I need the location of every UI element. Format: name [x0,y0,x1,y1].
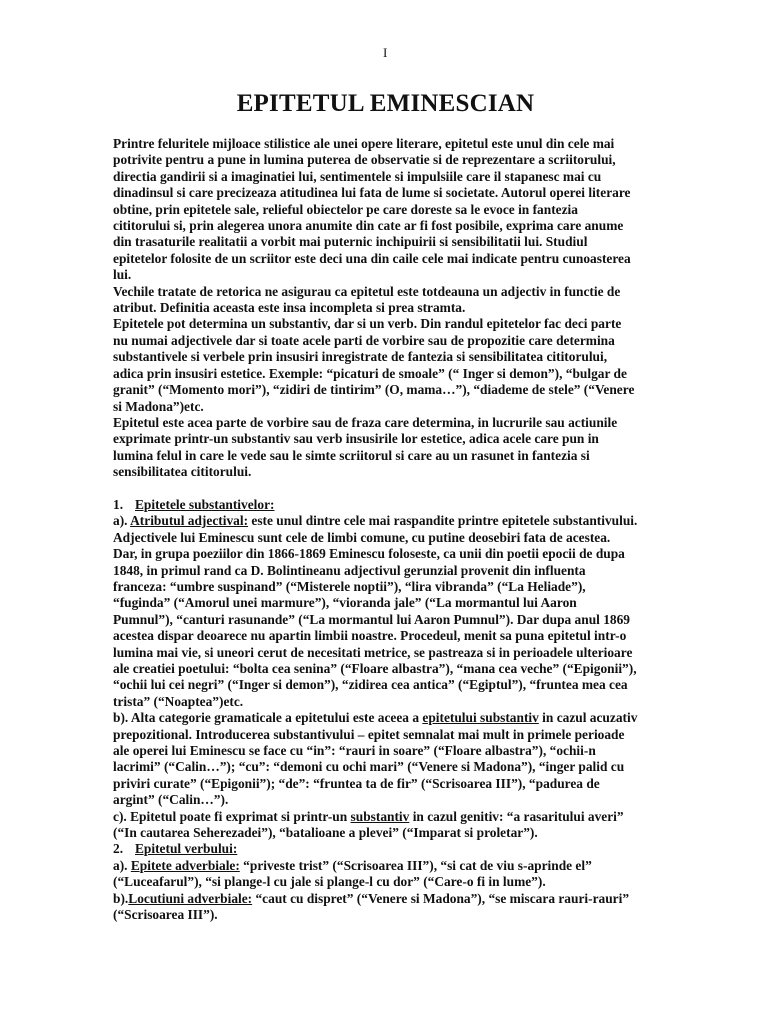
section-number: 1. [113,496,124,512]
text-line: lumina felul in care le vede sau le simte scriitorul si care au un rasunet in fantezia si [113,447,590,463]
text-line: lacrimi” (“Calin…”); “cu”: “demoni cu ochi mari” (“Venere si Madona”), “inger palid cu [113,759,625,775]
paragraph-intro [113,136,658,284]
text-line: 1848, in primul rand ca D. Bolintineanu adjectivul gerunzial provenit din influenta [113,562,586,578]
text-line: “fuginda” (“Amorul unei marmure”), “vioranda jale” (“La mormantul lui Aaron [113,595,577,611]
text-line: Dar, in grupa poeziilor din 1866-1869 Eminescu foloseste, ca unii din poetii epocii de dupa [113,546,625,562]
text-fragment: “priveste trist” (“Scrisoarea III”), “si cat de viu s-aprinde el” [239,857,592,873]
term-underlined: Locutiuni adverbiale: [128,890,253,906]
text-line: acestea dispar deoarece nu apartin limbii noastre. Procedeul, menit sa puna epitetul intr-o [113,628,627,644]
text-line: dinadinsul si care precizeaza atitudinea lui fata de lume si societate. Autorul operei literare [113,185,631,201]
page-title: EPITETUL EMINESCIAN [236,90,535,117]
text-line: substantivele si verbele prin insusiri inregistrate de fantezia si sensibilitatea cititorului, [113,349,608,365]
item-label: b). [113,890,129,906]
text-line: prepozitional. Introducerea substantivului – epitet semnalat mai mult in primele perioade [113,726,625,742]
text-line [113,513,658,529]
text-line [113,858,658,874]
page-number: I [383,45,388,60]
text-fragment: b). Alta categorie gramaticale a epitetului este aceea a [113,710,423,726]
text-line: Pumnul”), “canturi rasunande” (“La mormantul lui Aaron Pumnul”). Dar dupa anul 1869 [113,611,630,627]
text-line: lui. [113,267,132,283]
text-line: Epitetele pot determina un substantiv, dar si un verb. Din randul epitetelor fac deci parte [113,316,622,332]
text-line: Adjectivele lui Eminescu sunt cele de limbi comune, cu putine deosebiri fata de acestea. [113,529,611,545]
text-line: (“Luceafarul”), “si plange-l cu jale si plange-l cu dor” (“Care-o fi in lume”). [113,874,546,890]
term-underlined: Atributul adjectival: [130,513,249,529]
text-line [113,809,658,825]
text-line: priviri curate” (“Epigonii”); “de”: “fruntea ta de fir” (“Scrisoarea III”), “padurea de [113,775,600,791]
text-fragment: c). Epitetul poate fi exprimat si printr-un [113,808,351,824]
text-line [113,891,658,907]
text-fragment: este unul dintre cele mai raspandite printre epitetele substantivului. [248,513,638,529]
text-line: Epitetul este acea parte de vorbire sau de fraza care determina, in lucrurile sau actiunile [113,414,618,430]
text-line: granit” (“Momento mori”), “zidiri de tintirim” (O, mama…”), “diademe de stele” (“Venere [113,382,635,398]
text-line: potrivite pentru a pune in lumina puterea de observatie si de reprezentare a scriitorului, [113,152,616,168]
text-line: ale creatiei poetului: “bolta cea senina” (“Floare albastra”), “mana cea veche” (“Epigonii”), [113,660,637,676]
section-heading: Epitetul verbului: [135,841,238,857]
text-line: (“Scrisoarea III”). [113,907,218,923]
text-line: din trasaturile realitatii a vorbit mai puternic inchipuirii si sensibilitatii lui. Studiul [113,234,588,250]
paragraph-gap [113,481,658,497]
document-body [113,136,658,923]
text-line: Vechile tratate de retorica ne asigurau ca epitetul este totdeauna un adjectiv in functie de [113,283,621,299]
text-line: argint” (“Calin…”). [113,792,229,808]
text-line: trista” (“Noaptea”)etc. [113,693,244,709]
text-line: si Madona”)etc. [113,398,204,414]
text-line: lumina mai vie, si uneori cerut de necesitati metrice, se pastreaza si in perioadele ulterioare [113,644,633,660]
section-heading-line [113,497,658,513]
text-line: sensibilitatea cititorului. [113,464,252,480]
text-line: (“In cautarea Seherezadei”), “batalioane a plevei” (“Imparat si proletar”). [113,825,538,841]
text-line: “ochii lui cei negri” (“Inger si demon”), “zidirea cea antica” (“Egiptul”), “fruntea mea cea [113,677,628,693]
paragraph-determina [113,316,658,414]
term-underlined: Epitete adverbiale: [130,857,240,873]
item-label: a). [113,513,131,529]
section-heading-line [113,841,658,857]
text-line: Printre feluritele mijloace stilistice ale unei opere literare, epitetul este unul din cele mai [113,136,615,151]
paragraph-definitie [113,415,658,481]
item-label: a). [113,857,131,873]
text-line: atribut. Definitia aceasta este insa incompleta si prea stramta. [113,300,466,316]
section-substantive [113,497,658,842]
text-line: nu numai adjectivele dar si toate acele parti de vorbire sau de propozitie care determina [113,332,615,348]
text-line: obtine, prin epitetele sale, relieful obiectelor pe care doreste sa le evoce in fantezia [113,201,578,217]
text-fragment: “caut cu dispret” (“Venere si Madona”), “se miscara rauri-rauri” [252,890,630,906]
text-line: cititorului si, prin alegerea unora anumite din cate ar fi fost posibile, exprima care anume [113,218,624,234]
text-line: ale operei lui Eminescu se face cu “in”: “rauri in soare” (“Floare albastra”), “ochii-n [113,743,596,759]
text-line: adica prin insusiri estetice. Exemple: “picaturi de smoale” (“ Inger si demon”), “bulgar de [113,365,627,381]
text-fragment: in cazul genitiv: “a rasaritului averi” [409,808,624,824]
term-underlined: epitetului substantiv [422,710,539,726]
section-verb [113,841,658,923]
section-heading: Epitetele substantivelor: [135,496,275,512]
text-line: exprimate printr-un substantiv sau verb insusirile lor estetice, adica acele care pun in [113,431,599,447]
text-line: directia gandirii si a imaginatiei lui, sentimentele si impulsiile care il stapanesc mai cu [113,168,602,184]
section-number: 2. [113,841,124,857]
text-line: franceza: “umbre suspinand” (“Misterele noptii”), “lira vibranda” (“La Heliade”), [113,578,586,594]
text-fragment: in cazul acuzativ [538,710,638,726]
text-line [113,710,658,726]
term-underlined: substantiv [350,808,410,824]
text-line: epitetelor folosite de un scriitor este deci una din caile cele mai indicate pentru cunoasterea [113,250,631,266]
paragraph-tratate [113,284,658,317]
